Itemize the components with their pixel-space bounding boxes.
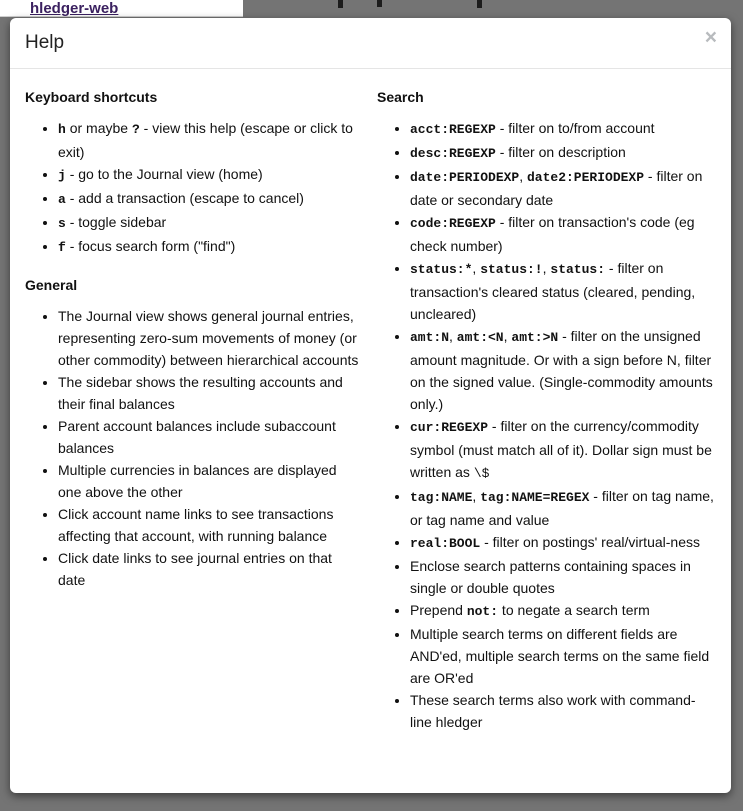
background-navbar: [0, 0, 243, 17]
help-modal-header: [10, 18, 731, 69]
code-segment: tag:NAME=REGEX: [480, 489, 590, 505]
text-segment: Click account name links to see transactions affecting that account, with running balance: [58, 505, 334, 544]
text-segment: - go to the Journal view (home): [65, 165, 263, 182]
code-segment: f: [58, 239, 66, 255]
code-segment: a: [58, 191, 66, 207]
code-segment: amt:N: [410, 329, 450, 345]
code-segment: desc:REGEXP: [410, 145, 496, 161]
text-segment: Enclose search patterns containing spaces in single or double quotes: [410, 557, 691, 596]
list-item: [58, 305, 363, 371]
text-segment: - add a transaction (escape to cancel): [65, 189, 304, 206]
list-item: [58, 235, 363, 259]
text-segment: Parent account balances include subaccount balances: [58, 417, 336, 456]
section-heading: General: [25, 276, 78, 293]
code-segment: ?: [131, 121, 140, 137]
section-heading: Keyboard shortcuts: [25, 88, 158, 105]
list-item: [410, 141, 716, 165]
list-item: [58, 503, 363, 547]
text-segment: - filter on transaction's cleared status (cleared, pending, uncleared): [410, 259, 696, 322]
code-segment: status:: [550, 261, 606, 277]
help-modal-body: [10, 69, 731, 771]
list-item: [410, 599, 716, 623]
help-column-right: [377, 82, 716, 751]
list-item: [58, 415, 363, 459]
text-segment: - toggle sidebar: [65, 213, 167, 230]
background-title-fragment: [338, 0, 343, 8]
code-segment: amt:>N: [511, 329, 559, 345]
list-item: [58, 371, 363, 415]
text-segment: - filter on tag name, or tag name and value: [410, 487, 714, 528]
text-segment: ,: [542, 259, 551, 276]
code-segment: status:*: [410, 261, 473, 277]
help-list: [25, 305, 363, 591]
list-item: [58, 117, 363, 163]
text-segment: Multiple currencies in balances are displayed one above the other: [58, 461, 337, 500]
code-segment: j: [58, 167, 66, 183]
text-segment: - filter on the unsigned amount magnitude. Or with a sign before N, filter on the signed value. (Single-commodity amounts only.): [410, 327, 713, 412]
text-segment: These search terms also work with command-line hledger: [410, 691, 696, 730]
close-icon[interactable]: ×: [704, 26, 717, 49]
code-segment: amt:<N: [456, 329, 504, 345]
text-segment: - focus search form ("find"): [65, 237, 236, 254]
code-segment: tag:NAME: [410, 489, 473, 505]
help-modal: [10, 18, 731, 793]
code-segment: date2:PERIODEXP: [527, 169, 645, 185]
text-segment: ,: [503, 327, 512, 344]
code-segment: cur:REGEXP: [410, 419, 489, 435]
text-segment: ,: [472, 259, 481, 276]
code-segment: real:BOOL: [410, 535, 481, 551]
text-segment: ,: [519, 167, 527, 184]
text-segment: Prepend: [410, 601, 467, 618]
text-segment: The sidebar shows the resulting accounts and their final balances: [58, 373, 343, 412]
code-segment: acct:REGEXP: [410, 121, 496, 137]
text-segment: ,: [449, 327, 457, 344]
list-item: [58, 459, 363, 503]
text-segment: - filter on to/from account: [495, 119, 655, 136]
text-segment: - filter on transaction's code (eg check number): [410, 213, 695, 254]
hledger-web-brand-link[interactable]: hledger-web: [30, 0, 119, 17]
section-heading: Search: [377, 88, 424, 105]
text-segment: ,: [472, 487, 481, 504]
text-segment: - filter on date or secondary date: [410, 167, 703, 208]
list-item: [410, 257, 716, 325]
list-item: [410, 211, 716, 257]
text-segment: Click date links to see journal entries on that date: [58, 549, 332, 588]
help-list: [377, 117, 716, 733]
list-item: [58, 187, 363, 211]
code-segment: code:REGEXP: [410, 215, 496, 231]
text-segment: - filter on description: [495, 143, 626, 160]
list-item: [58, 163, 363, 187]
text-segment: - filter on postings' real/virtual-ness: [480, 533, 700, 550]
list-item: [410, 555, 716, 599]
code-segment: not:: [466, 603, 499, 619]
help-modal-title: Help: [25, 32, 65, 53]
list-item: [410, 485, 716, 531]
list-item: [58, 547, 363, 591]
list-item: [410, 117, 716, 141]
text-segment: or maybe: [65, 119, 132, 136]
code-segment: \$: [473, 465, 490, 481]
list-item: [410, 531, 716, 555]
background-title-fragment: [377, 0, 382, 7]
list-item: [410, 415, 716, 485]
list-item: [410, 325, 716, 415]
text-segment: The Journal view shows general journal entries, representing zero-sum movements of money (or other commodity) between hierarchical accounts: [58, 307, 359, 368]
list-item: [410, 165, 716, 211]
list-item: [58, 211, 363, 235]
code-segment: h: [58, 121, 66, 137]
background-title-fragment: [477, 0, 482, 8]
list-item: [410, 689, 716, 733]
code-segment: date:PERIODEXP: [410, 169, 520, 185]
help-column-left: [25, 82, 377, 751]
code-segment: s: [58, 215, 66, 231]
text-segment: Multiple search terms on different fields are AND'ed, multiple search terms on the same field are OR'ed: [410, 625, 710, 686]
code-segment: status:!: [480, 261, 543, 277]
help-list: [25, 117, 363, 259]
text-segment: - filter on the currency/commodity symbol (must match all of it). Dollar sign must be written as: [410, 417, 712, 480]
list-item: [410, 623, 716, 689]
text-segment: to negate a search term: [498, 601, 650, 618]
text-segment: - view this help (escape or click to exit): [58, 119, 353, 160]
